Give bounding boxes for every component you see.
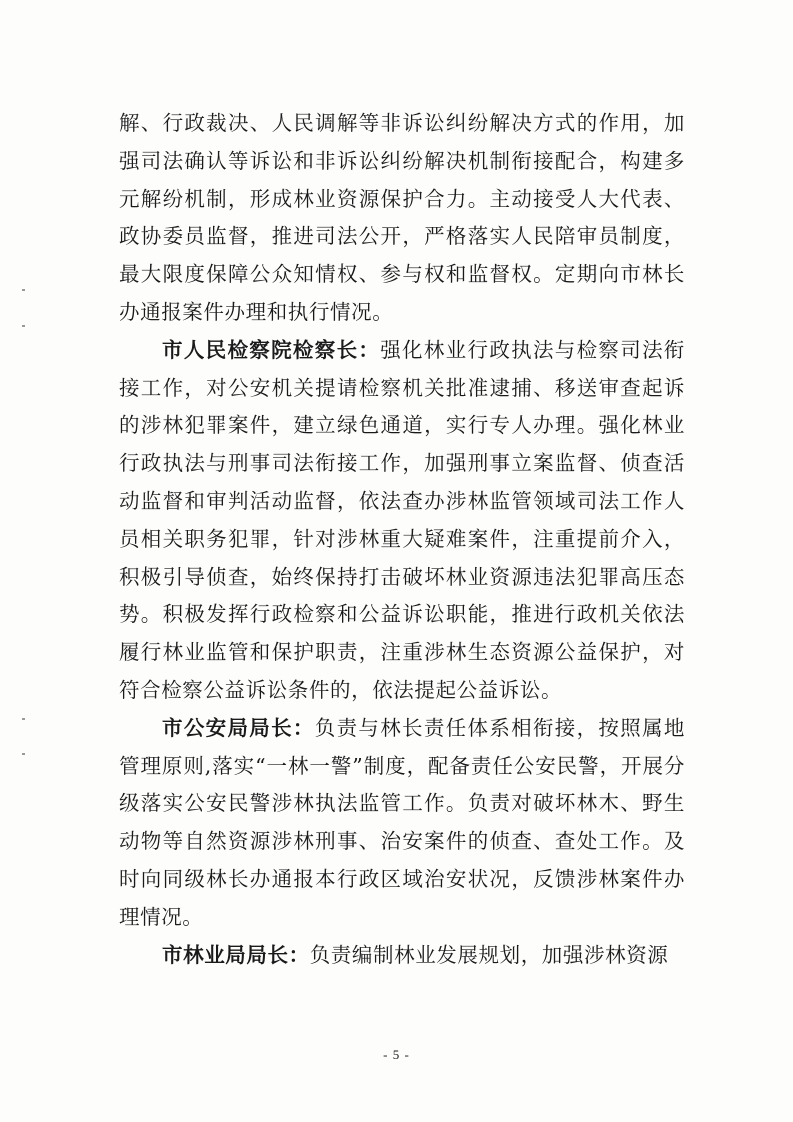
scan-mark bbox=[22, 718, 25, 720]
paragraph-lead: 市公安局局长： bbox=[162, 715, 315, 740]
scan-mark bbox=[22, 289, 25, 291]
paragraph-courts-continued bbox=[119, 105, 685, 332]
paragraph-text: 强化林业行政执法与检察司法衔接工作，对公安机关提请检察机关批准逮捕、移送审查起诉的涉林犯罪案件，建立绿色通道，实行专人办理。强化林业行政执法与刑事司法衔接工作，加强刑事立案监督、侦查活动监督和审判活动监督，依法查办涉林监管领域司法工作人员相关职务犯罪，针对涉林重大疑难案件，注重提前介入，积极引导侦查，始终保持打击破坏林业资源违法犯罪高压态势。积极发挥行政检察和公益诉讼职能，推进行政机关依法履行林业监管和保护职责，注重涉林生态资源公益保护，对符合检察公益诉讼条件的，依法提起公益诉讼。 bbox=[119, 337, 685, 702]
page-number: - 5 - bbox=[383, 1047, 410, 1062]
paragraph-forestry-bureau bbox=[119, 937, 685, 975]
document-body bbox=[119, 105, 685, 974]
paragraph-text: 解、行政裁决、人民调解等非诉讼纠纷解决方式的作用，加强司法确认等诉讼和非诉讼纠纷解决机制衔接配合，构建多元解纷机制，形成林业资源保护合力。主动接受人大代表、政协委员监督，推进司法公开，严格落实人民陪审员制度，最大限度保障公众知情权、参与权和监督权。定期向市林长办通报案件办理和执行情况。 bbox=[119, 111, 685, 324]
paragraph-text: 负责与林长责任体系相衔接，按照属地管理原则,落实“一林一警”制度，配备责任公安民警，开展分级落实公安民警涉林执法监管工作。负责对破坏林木、野生动物等自然资源涉林刑事、治安案件的侦查、查处工作。及时向同级林长办通报本行政区域治安状况，反馈涉林案件办理情况。 bbox=[119, 715, 685, 929]
paragraph-procuratorate bbox=[119, 332, 685, 710]
scan-mark bbox=[22, 753, 25, 755]
paragraph-public-security bbox=[119, 710, 685, 937]
paragraph-lead: 市人民检察院检察长： bbox=[162, 337, 381, 362]
scan-mark bbox=[22, 325, 25, 327]
paragraph-lead: 市林业局局长： bbox=[162, 942, 310, 967]
paragraph-text: 负责编制林业发展规划，加强涉林资源 bbox=[309, 942, 669, 967]
